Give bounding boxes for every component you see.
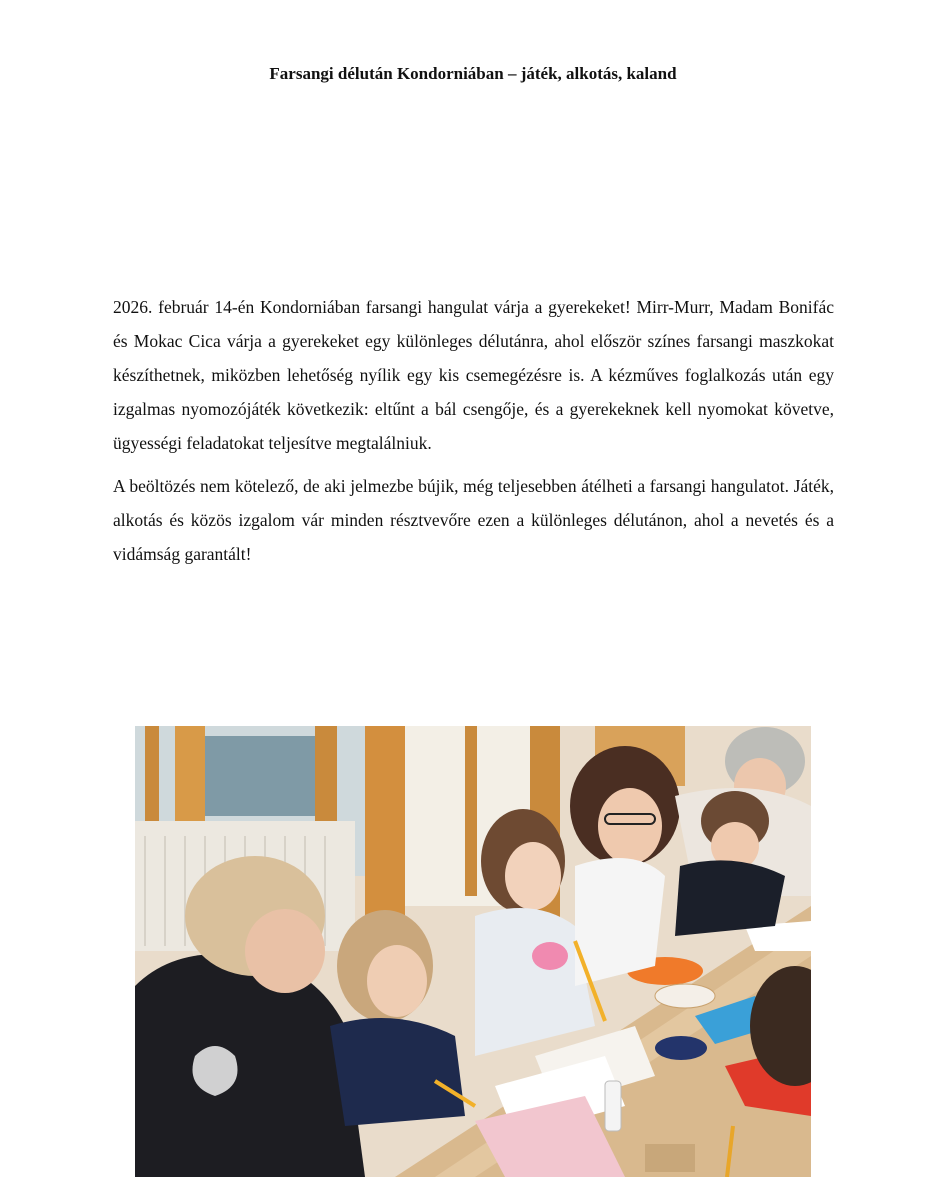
woman-white-top — [575, 858, 665, 986]
hello-kitty-bow — [532, 942, 568, 970]
document-title: Farsangi délután Kondorniában – játék, alkotás, kaland — [269, 64, 677, 83]
window-frame — [365, 726, 405, 926]
girl-face — [367, 945, 427, 1017]
pencil-case — [655, 1036, 707, 1060]
event-photo — [135, 726, 811, 1177]
woman-face — [245, 909, 325, 993]
paragraph-costume: A beöltözés nem kötelező, de aki jelmezbe bújik, még teljesebben átélheti a farsangi hangulatot. Játék, alkotás és közös izgalom vár minden résztvevőre ezen a különleges délutánon, ahol a nevetés és a vidámság garantált! — [113, 476, 834, 564]
document-body — [113, 290, 834, 580]
glue-stick — [605, 1081, 621, 1131]
window-view-tree — [205, 736, 315, 816]
box — [645, 1144, 695, 1172]
girl-navy-sweater — [330, 1018, 465, 1126]
woman-face — [598, 788, 662, 864]
paragraph-intro: 2026. február 14-én Kondorniában farsangi hangulat várja a gyerekeket! Mirr-Murr, Madam Bonifác és Mokac Cica várja a gyerekeket egy különleges délutánra, ahol először színes farsangi maszkokat készíthetnek, miközben lehetőség nyílik egy kis csemegézésre is. A kézműves foglalkozás után egy izgalmas nyomozójáték következik: eltűnt a bál csengője, és a gyerekeknek kell nyomokat követve, ügyességi feladatokat teljesítve megtalálniuk. — [113, 297, 834, 453]
window-frame — [465, 726, 477, 896]
craft-workshop-illustration — [135, 726, 811, 1177]
paper-plate — [655, 984, 715, 1008]
boy-black-top — [675, 860, 785, 936]
girl-face — [505, 842, 561, 910]
